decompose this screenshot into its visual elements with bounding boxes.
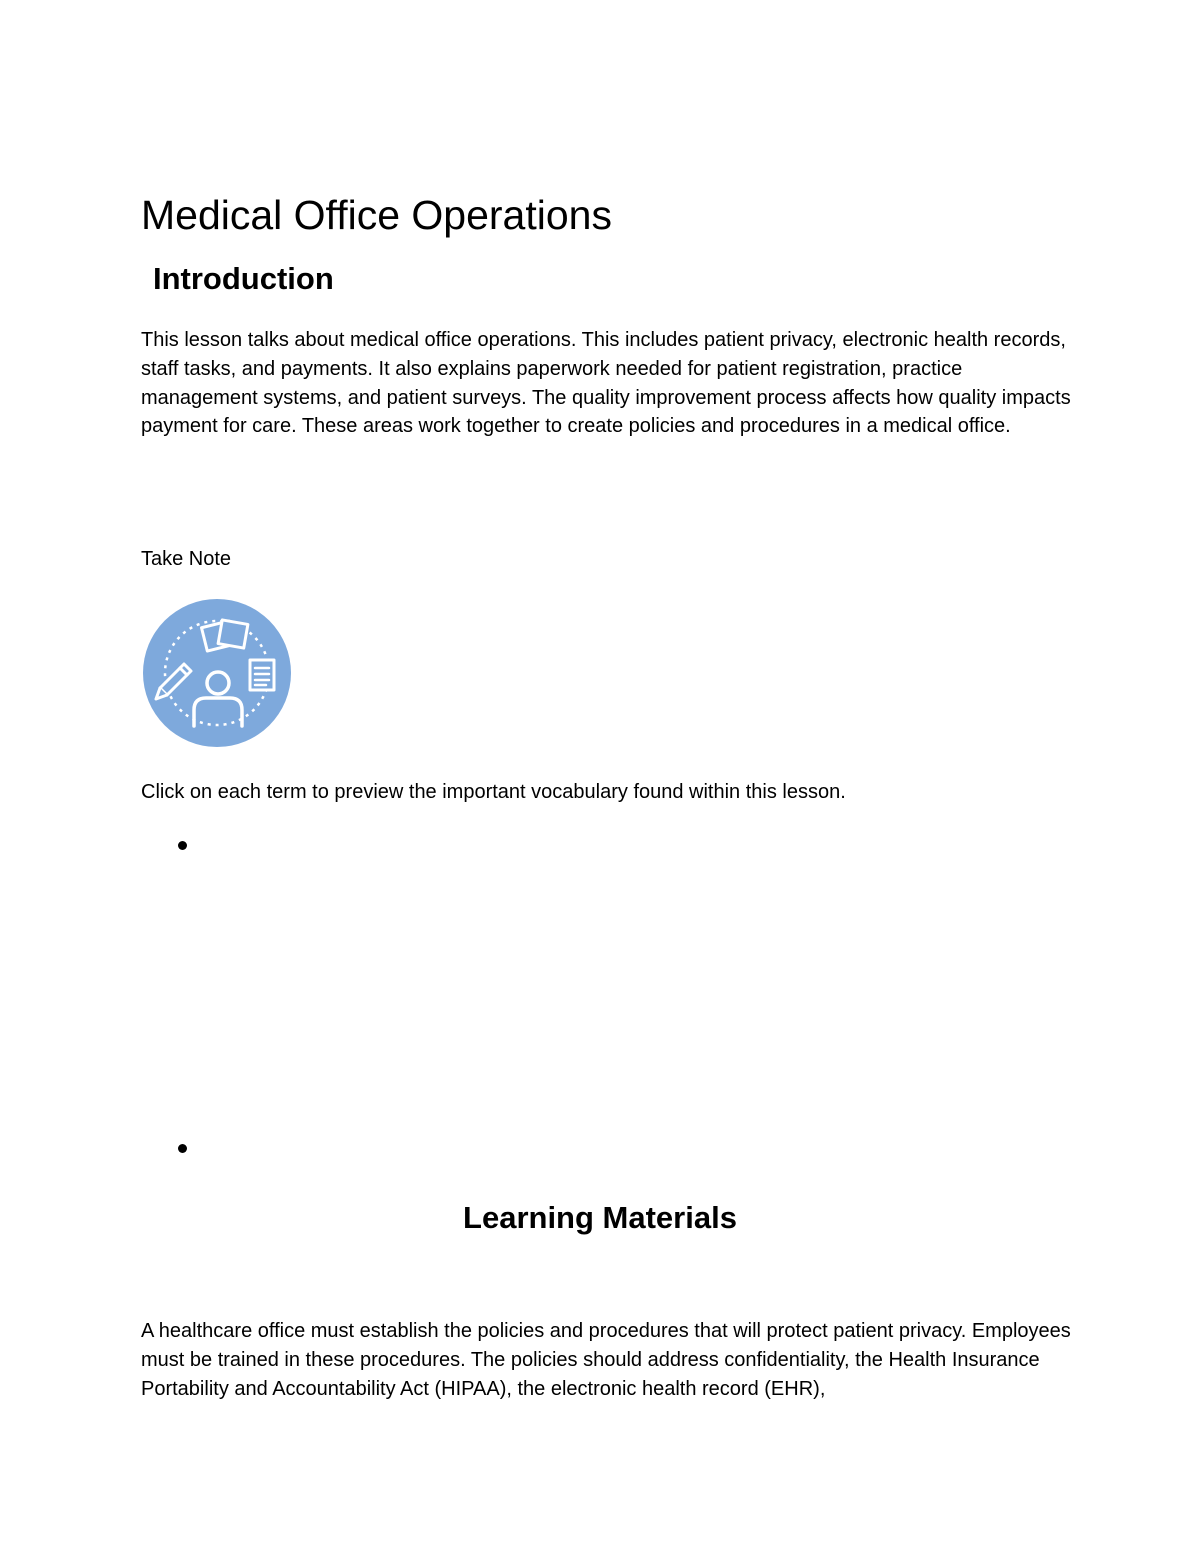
take-note-icon xyxy=(142,598,292,748)
vocabulary-term-bullet[interactable] xyxy=(178,1144,187,1153)
take-note-label: Take Note xyxy=(141,548,232,570)
introduction-paragraph: This lesson talks about medical office operations. This includes patient privacy, electronic health records, staff tasks, and payments. It also explains paperwork needed for patient registration, practice management systems, and patient surveys. The quality improvement process affects how quality impacts payment for care. These areas work together to create policies and procedures in a medical office. xyxy=(141,329,1071,438)
vocabulary-instruction: Click on each term to preview the important vocabulary found within this lesson. xyxy=(141,781,846,803)
learning-materials-heading: Learning Materials xyxy=(463,1200,737,1235)
introduction-heading: Introduction xyxy=(153,261,334,296)
learning-materials-paragraph: A healthcare office must establish the policies and procedures that will protect patient privacy. Employees must be trained in these procedures. The policies should address confidentiality, the Health Insurance Portability and Accountability Act (HIPAA), the electronic health record (EHR), xyxy=(141,1320,1071,1400)
vocabulary-term-bullet[interactable] xyxy=(178,841,187,850)
page-title: Medical Office Operations xyxy=(141,192,612,238)
